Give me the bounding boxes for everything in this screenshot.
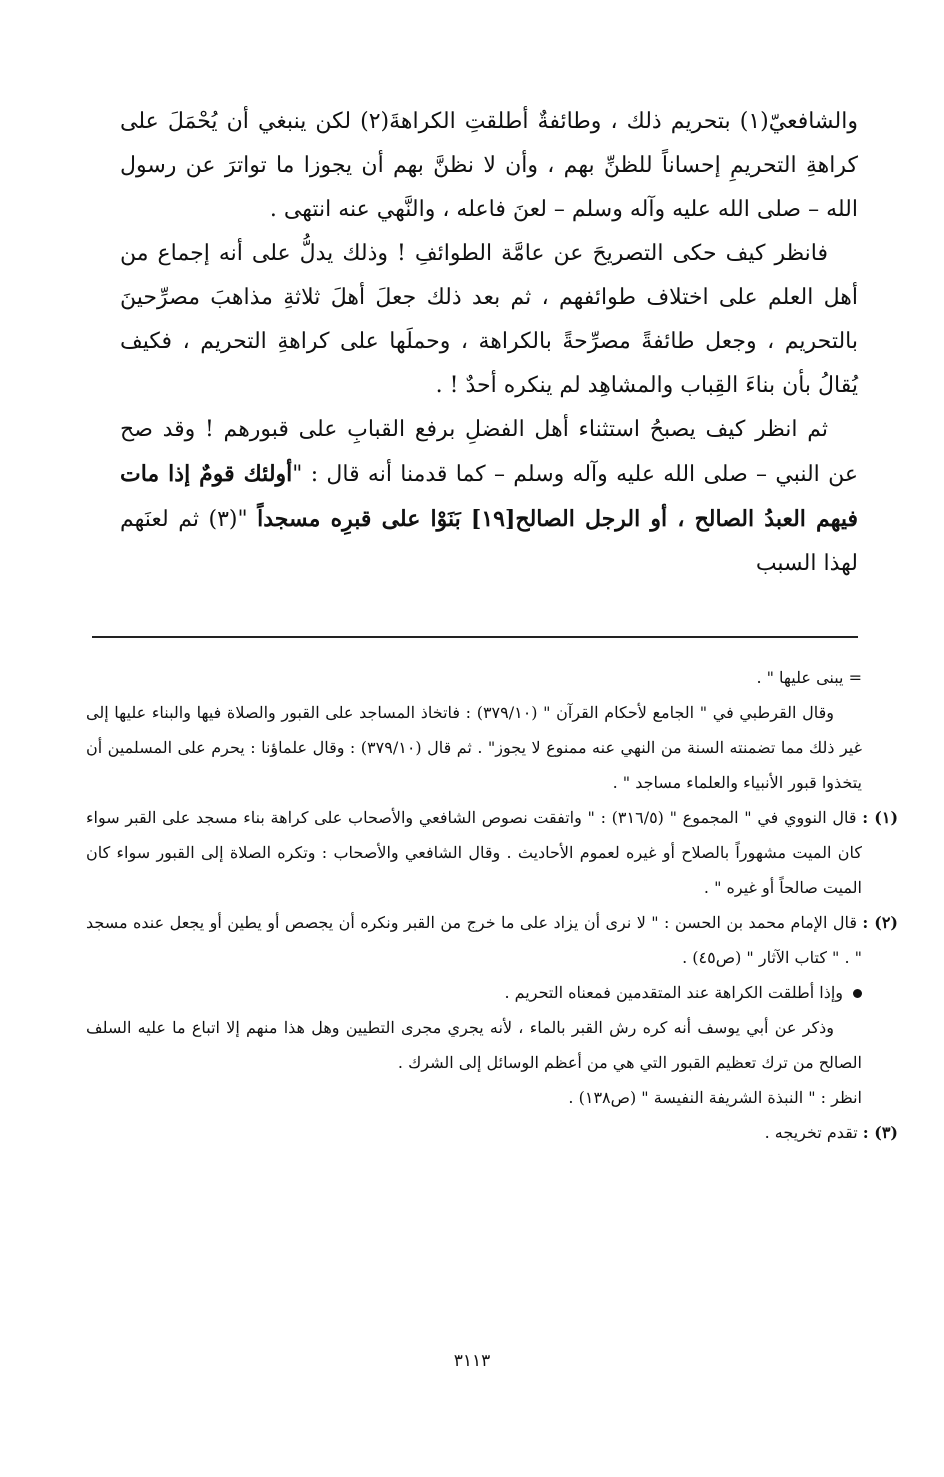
paragraph-3-tail: "(٣) ثم لعنَهم لهذا السبب bbox=[120, 507, 858, 576]
hadith-quote: أولئك قومٌ إذا مات فيهم العبدُ الصالح ، أو الرجل الصالح[١٩] بَنَوْا على قبرِه مسجداً bbox=[120, 461, 858, 532]
footnote-3-number: (٣) : bbox=[862, 1123, 898, 1142]
paragraph-3 bbox=[120, 408, 858, 586]
footnote-1 bbox=[86, 800, 899, 905]
footnote-2-bullet bbox=[86, 975, 862, 1010]
footnotes bbox=[86, 660, 899, 1150]
footnote-2-extra: وذكر عن أبي يوسف أنه كره رش القبر بالماء ، لأنه يجري مجرى التطيين وهل هذا منهم إلا اتباع ما عليه السلف الصالح من ترك تعظيم القبور التي هي من أعظم الوسائل إلى الشرك . bbox=[86, 1018, 862, 1072]
paragraph-1: والشافعيّ(١) بتحريم ذلك ، وطائفةٌ أطلقتِ الكراهةَ(٢) لكن ينبغي أن يُحْمَلَ على كراهةِ التحريمِ إحساناً للظنِّ بهم ، وأن لا نظنَّ بهم أن يجوزا ما تواترَ عن رسول الله – صلى الله عليه وآله وسلم – لعنَ فاعله ، والنَّهي عنه انتهى . bbox=[120, 109, 858, 222]
paragraph-2: فانظر كيف حكى التصريحَ عن عامَّة الطوائفِ ! وذلك يدلُّ على أنه إجماع من أهل العلم على اختلاف طوائفهم ، ثم بعد ذلك جعلَ أهلَ ثلاثةِ مذاهبَ مصرِّحينَ بالتحريم ، وجعل طائفةً مصرِّحةً بالكراهة ، وحملَها على كراهةِ التحريم ، فكيف يُقالُ بأن بناءَ القِباب والمشاهِد لم ينكره أحدٌ ! . bbox=[120, 241, 858, 398]
footnote-2-reference: انظر : " النبذة الشريفة النفيسة " (ص١٣٨) . bbox=[568, 1088, 862, 1107]
footnote-2 bbox=[86, 905, 898, 975]
footnote-3 bbox=[86, 1115, 898, 1150]
footnote-2-text: قال الإمام محمد بن الحسن : " لا نرى أن يزاد على ما خرج من القبر ونكره أن يجصص أو يطين أو يجعل عنده مسجد " . " كتاب الآثار " (ص٤٥) . bbox=[86, 913, 862, 967]
bullet-icon bbox=[853, 989, 862, 998]
footnote-1-number: (١) : bbox=[862, 808, 899, 827]
footnote-continuation-qurtubi: وقال القرطبي في " الجامع لأحكام القرآن " (٣٧٩/١٠) : فاتخاذ المساجد على القبور والصلاة فيها والبناء عليها إلى غير ذلك مما تضمنته السنة من النهي عنه ممنوع لا يجوز" . ثم قال (٣٧٩/١٠) : وقال علماؤنا : يحرم على المسلمين أن يتخذوا قبور الأنبياء والعلماء مساجد " . bbox=[86, 703, 862, 792]
paragraph-3-intro: ثم انظر كيف يصبحُ استثناء أهل الفضلِ برفع القبابِ على قبورهم ! وقد صح عن النبي – صلى الله عليه وآله وسلم – كما قدمنا أنه قال : " bbox=[120, 417, 858, 487]
footnote-1-text: قال النووي في " المجموع " (٣١٦/٥) : " واتفقت نصوص الشافعي والأصحاب على كراهة بناء مسجد على القبر سواء كان الميت مشهوراً بالصلاح أو غيره لعموم الأحاديث . وقال الشافعي والأصحاب : وتكره الصلاة إلى القبور سواء كان الميت صالحاً أو غيره " . bbox=[86, 808, 862, 897]
footnote-2-number: (٢) : bbox=[862, 913, 898, 932]
footnote-3-text: تقدم تخريجه . bbox=[764, 1123, 858, 1142]
main-text bbox=[120, 100, 858, 586]
footnote-divider bbox=[92, 636, 858, 638]
footnote-continuation-line: = يبنى عليها " . bbox=[756, 668, 862, 687]
footnote-2-bullet-text: وإذا أطلقت الكراهة عند المتقدمين فمعناه التحريم . bbox=[504, 983, 843, 1002]
page-number: ٣١١٣ bbox=[453, 1351, 491, 1371]
